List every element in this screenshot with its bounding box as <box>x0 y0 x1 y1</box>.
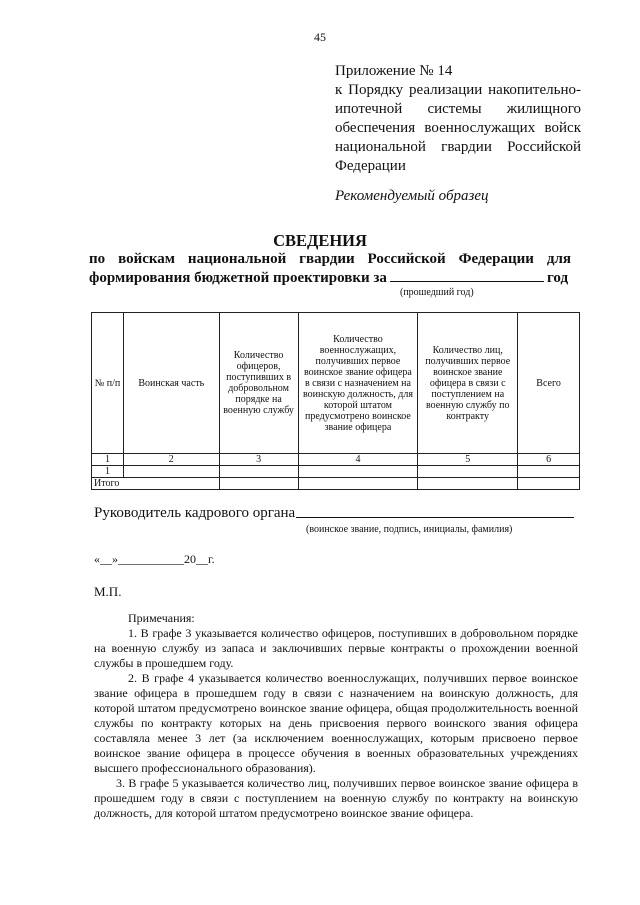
header-officers: Количество офицеров, поступивших в добровольном порядке на военную службу <box>219 313 298 454</box>
notes-section <box>94 611 578 821</box>
signature-line[interactable] <box>296 517 574 518</box>
seal-place: М.П. <box>94 584 122 599</box>
signer-label: Руководитель кадрового органа <box>94 505 296 521</box>
table-cell[interactable] <box>418 466 518 478</box>
column-number: 5 <box>418 454 518 466</box>
appendix-ref-line: Федерации <box>335 158 406 174</box>
appendix-ref-line: к Порядку реализации накопительно- <box>335 82 581 98</box>
table-cell[interactable] <box>298 466 418 478</box>
note-item: 2. В графе 4 указывается количество военнослужащих, получивших первое воинское звание офицера в прошедшем году в связи с назначением на воинскую должность, для которой штатом предусмотрено воинское звание офицера, общая продолжительность военной службы по контракту которых на день присвоения первого воинского звания офицера составляла менее 3 лет (за исключением военнослужащих, которым присвоено первое воинское звание офицера в процессе обучения в военных образовательных учреждениях высшего профессионального образования). <box>94 671 578 775</box>
signature-caption: (воинское звание, подпись, инициалы, фамилия) <box>306 524 513 535</box>
year-blank-field[interactable] <box>390 268 544 282</box>
column-number: 3 <box>219 454 298 466</box>
column-number: 6 <box>518 454 580 466</box>
subtitle-year-word: год <box>546 270 569 286</box>
subtitle-line: по войскам национальной гвардии Российской Федерации для <box>89 251 571 267</box>
header-contract: Количество лиц, получивших первое воинское звание офицера в связи с поступлением на военную службу по контракту <box>418 313 518 454</box>
year-caption: (прошедший год) <box>400 287 474 298</box>
column-number-row <box>92 454 580 466</box>
table-cell[interactable] <box>518 466 580 478</box>
table-row <box>92 466 580 478</box>
sample-label: Рекомендуемый образец <box>335 188 489 204</box>
column-number: 2 <box>123 454 219 466</box>
appendix-ref-line: национальной гвардии Российской <box>335 139 581 155</box>
table-cell[interactable] <box>219 466 298 478</box>
column-number: 4 <box>298 454 418 466</box>
total-label: Итого <box>92 478 220 490</box>
page-number: 45 <box>314 30 326 44</box>
appendix-header <box>335 62 581 176</box>
table-cell[interactable] <box>123 466 219 478</box>
subtitle-text: формирования бюджетной проектировки за <box>89 270 387 286</box>
appendix-ref-line: ипотечной системы жилищного <box>335 101 581 117</box>
notes-title: Примечания: <box>128 611 195 625</box>
appendix-ref-line: обеспечения военнослужащих войск <box>335 120 581 136</box>
appendix-number: Приложение № 14 <box>335 63 453 79</box>
note-item: 3. В графе 5 указывается количество лиц, получивших первое воинское звание офицера в прошедшем году в связи с поступлением на военную службу по контракту на воинскую должность, для которой штатом предусмотрено воинское звание офицера. <box>94 776 578 820</box>
table-cell[interactable] <box>219 478 298 490</box>
header-num: № п/п <box>92 313 124 454</box>
header-unit: Воинская часть <box>123 313 219 454</box>
data-table <box>91 312 580 490</box>
subtitle-line-year <box>89 268 568 287</box>
note-item: 1. В графе 3 указывается количество офицеров, поступивших в добровольном порядке на военную службу из запаса и заключивших первые контракты о прохождении военной службы в прошедшем году. <box>94 626 578 670</box>
header-assigned: Количество военнослужащих, получивших первое воинское звание офицера в связи с назначением на воинскую должность, для которой штатом предусмотрено воинское звание офицера <box>298 313 418 454</box>
date-line: «__»___________20__г. <box>94 552 215 566</box>
table-cell[interactable] <box>298 478 418 490</box>
table-cell[interactable] <box>418 478 518 490</box>
header-total: Всего <box>518 313 580 454</box>
table-header-row <box>92 313 580 454</box>
document-title: СВЕДЕНИЯ <box>273 231 367 250</box>
row-number: 1 <box>92 466 124 478</box>
table-cell[interactable] <box>518 478 580 490</box>
column-number: 1 <box>92 454 124 466</box>
total-row <box>92 478 580 490</box>
